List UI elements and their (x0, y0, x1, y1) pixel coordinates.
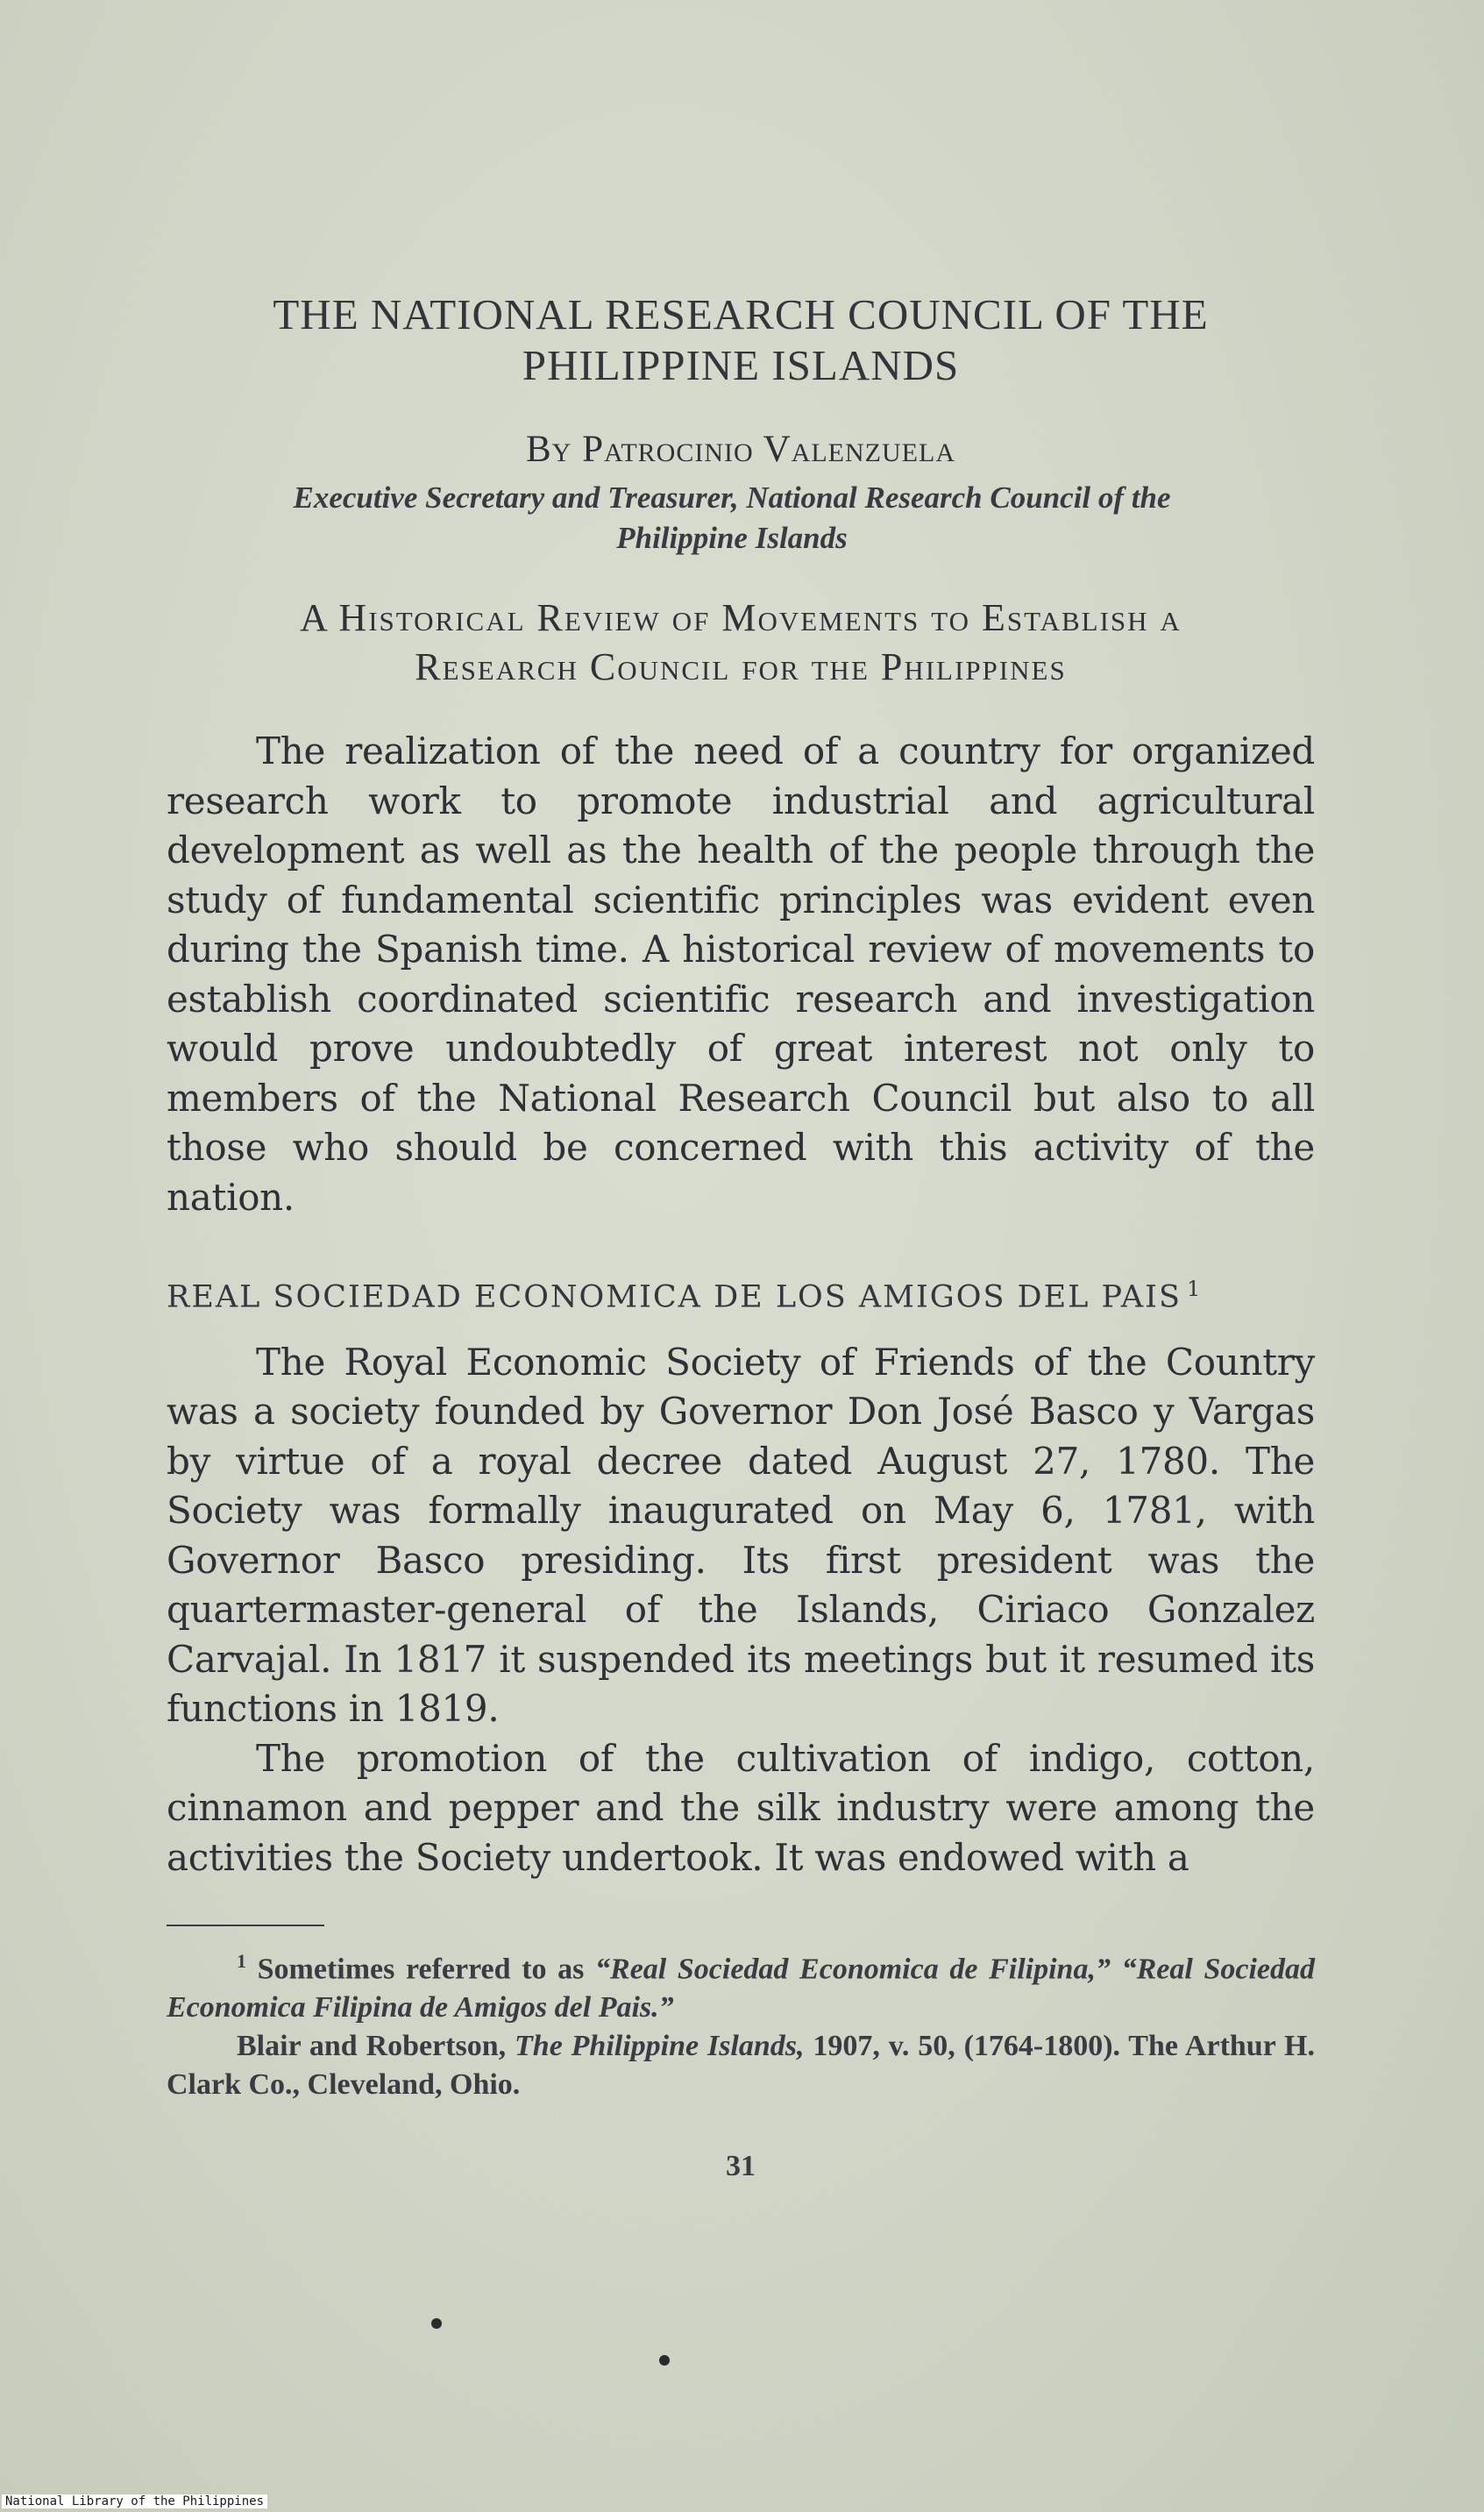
section-heading (167, 594, 1315, 692)
article-title-line-2: PHILIPPINE ISLANDS (522, 341, 960, 389)
article-title-line-1: THE NATIONAL RESEARCH COUNCIL OF THE (273, 290, 1209, 338)
subsection-paragraph-1: The Royal Economic Society of Friends of the Country was a society founded by Governor Don José Basco y Vargas by virtue of a royal decree dated August 27, 1780. The Society was formally inaugurated on May 6, 1781, with Governor Basco presiding. Its first president was the quartermaster-general of the Islands, Ciriaco Gonzalez Carvajal. In 1817 it suspended its meetings but it resumed its functions in 1819. (167, 1340, 1315, 1731)
author-affiliation (167, 478, 1297, 559)
footnote-2-title: The Philippine Islands, (515, 2030, 805, 2063)
footnote-reference-1[interactable]: 1 (1186, 1277, 1203, 1301)
subsection-paragraph-2: The promotion of the cultivation of indigo, cotton, cinnamon and pepper and the silk industry were among the activities the Society undertook. It was endowed with a (167, 1736, 1315, 1879)
footnote-1-prefix: Sometimes referred to as (257, 1953, 596, 1986)
footnote-1-title-2: “Real Sociedad Economica Filipina de Amigos del Pais.” (167, 1953, 1315, 2025)
footnote-2 (167, 2027, 1315, 2104)
section-paragraph-1: The realization of the need of a country for organized research work to promote industrial and agricultural development as well as the health of the people through the study of fundamental scientific principles was evident even during the Spanish time. A historical review of movements to establish coordinated scientific research and investigation would prove undoubtedly of great interest not only to members of the National Research Council but also to all those who should be concerned with this activity of the nation. (167, 729, 1315, 1219)
ink-speck-2 (659, 2355, 670, 2366)
footnote-rule (167, 1925, 324, 1926)
footnote-2-authors: Blair and Robertson, (237, 2030, 515, 2063)
subsection-heading (167, 1277, 1315, 1315)
text-column (167, 289, 1315, 2183)
footnote-2-rest: 1907, v. 50, (1764-1800). The Arthur H. Clark Co., Cleveland, Ohio. (167, 2030, 1315, 2102)
section-heading-line-2: Research Council for the Philippines (415, 645, 1067, 688)
library-credit: National Library of the Philippines (2, 2494, 267, 2508)
footnote-1 (167, 1942, 1315, 2027)
author-byline: By Patrocinio Valenzuela (526, 429, 955, 470)
article-title (167, 289, 1315, 391)
page-number: 31 (726, 2150, 756, 2183)
ink-speck-1 (431, 2318, 442, 2329)
footnote-1-marker: 1 (237, 1950, 246, 1973)
section-heading-line-1: A Historical Review of Movements to Establish a (300, 596, 1182, 639)
affiliation-line-1: Executive Secretary and Treasurer, National Research Council of the (293, 480, 1171, 515)
subsection-heading-text: REAL SOCIEDAD ECONOMICA DE LOS AMIGOS DEL PAIS (167, 1279, 1182, 1315)
footnote-1-title-1: “Real Sociedad Economica de Filipina,” (595, 1953, 1111, 1986)
affiliation-line-2: Philippine Islands (616, 521, 848, 555)
